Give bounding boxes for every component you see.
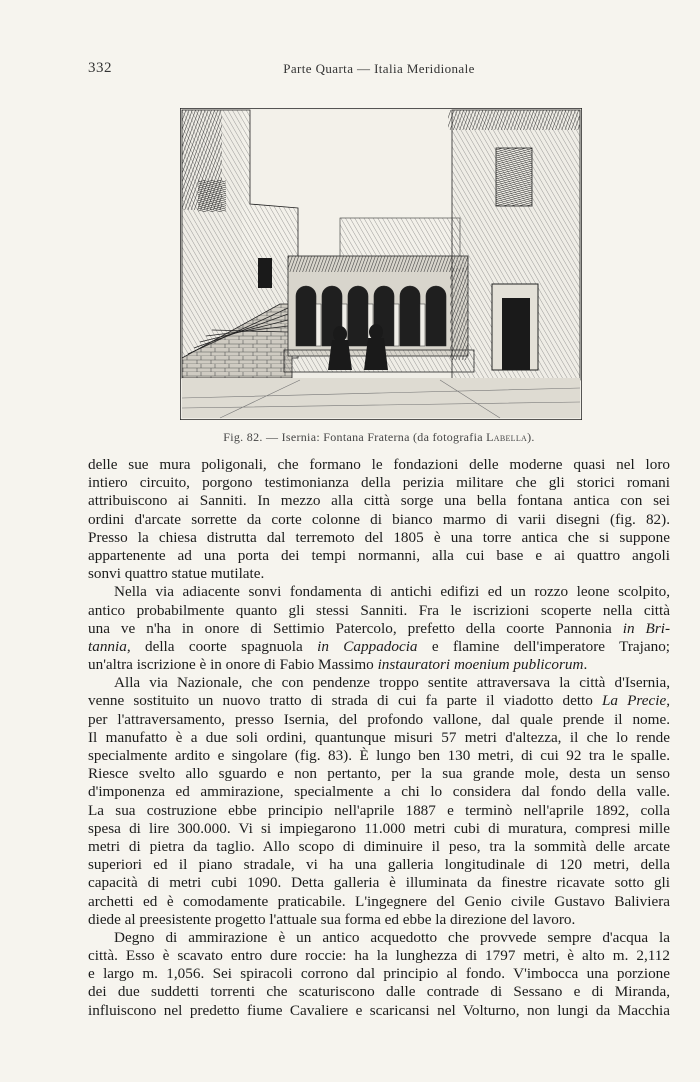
text-line: spesa di lire 300.000. Vi si impiegarono 11.000 metri cubi di muratura, compresi mille bbox=[88, 819, 670, 837]
text-line: Alla via Nazionale, che con pendenze troppo sentite attraversava la città d'Isernia, bbox=[114, 674, 670, 692]
text-run: e flamine dell'imperatore Trajano; bbox=[431, 637, 670, 655]
text-run: una ve n'ha in onore di Settimio Patercolo, prefetto della coorte Pannonia bbox=[88, 619, 612, 637]
text-line: Presso la chiesa distrutta dal terremoto del 1805 è una torre antica che si suppone bbox=[88, 528, 670, 546]
caption-lead: Fig. 82. — Isernia: Fontana Fraterna (da fotografia bbox=[223, 430, 483, 444]
text-line: superiori ed il piano stradale, vi ha una galleria longitudinale di 120 metri, della bbox=[88, 856, 670, 874]
text-line: specialmente ardito e singolare (fig. 83). È lungo ben 130 metri, di cui 92 tra le spalle. bbox=[88, 747, 670, 764]
text-line: sonvi quattro statue mutilate. bbox=[88, 565, 265, 583]
text-line: delle sue mura poligonali, che formano le fondazioni delle moderne quasi nel loro bbox=[88, 456, 670, 473]
text-line: ordini d'arcate sorrette da corte colonne di bianco marmo di varii disegni (fig. 82). bbox=[88, 510, 670, 528]
text-run: un'altra iscrizione è in onore di Fabio Massimo bbox=[88, 656, 374, 674]
text-line: diede al preesistente progetto l'attuale sua forma ed ebbe la direzione del lavoro. bbox=[88, 910, 576, 928]
text-line: d'imponenza ed ammirazione, specialmente a chi lo considera dal fondo della valle. bbox=[88, 783, 670, 801]
page-number: 332 bbox=[88, 60, 112, 76]
text-line: attribuiscono ai Sanniti. In mezzo alla città sorge una bella fontana antica con sei bbox=[88, 492, 670, 510]
text-line: appartenente ad una porta dei tempi normanni, alla cui base e ai quattro angoli bbox=[88, 546, 670, 564]
text-run: , della coorte spagnuola bbox=[126, 637, 303, 655]
italic-run: in Bri- bbox=[622, 619, 670, 637]
text-run: venne sostituito un nuovo tratto di strada di cui fa parte il viadotto detto bbox=[88, 692, 593, 710]
text-line: Riesce svelto allo sguardo e non pertanto, per la sua grande mole, desta un senso bbox=[88, 765, 670, 783]
caption-end: ). bbox=[527, 430, 535, 444]
page-header bbox=[88, 60, 670, 80]
text-run: . bbox=[583, 656, 588, 674]
italic-run: instauratori moenium publicorum bbox=[377, 656, 584, 674]
text-line: città. Esso è scavato entro dure roccie: ha la lunghezza di 1797 metri, è alto m. 2,112 bbox=[88, 947, 670, 965]
text-line: influiscono nel predetto fiume Cavaliere e scaricansi nel Volturno, non lungi da Macchia bbox=[88, 1001, 670, 1019]
text-line-mixed bbox=[88, 620, 670, 638]
italic-run: tannia bbox=[88, 637, 127, 655]
text-line: Il manufatto è a due soli ordini, quantunque misuri 57 metri d'altezza, il che lo rende bbox=[88, 728, 670, 746]
text-line: e largo m. 1,056. Sei spiracoli corrono dal principio al fondo. V'imbocca una porzione bbox=[88, 965, 670, 983]
text-line-mixed bbox=[88, 638, 670, 656]
running-head: Parte Quarta — Italia Meridionale bbox=[283, 61, 475, 76]
figure-caption bbox=[88, 430, 670, 445]
text-run: , bbox=[666, 692, 670, 710]
italic-run: in Cappadocia bbox=[317, 637, 418, 655]
text-line-mixed bbox=[88, 692, 670, 710]
text-line: archetti ed è comodamente praticabile. L'ingegnere del Genio civile Gustavo Baliviera bbox=[88, 892, 670, 910]
text-line: metri di pietra da taglio. Allo scopo di diminuire il peso, tra la sommità delle arcate bbox=[88, 837, 670, 855]
caption-credit: Labella bbox=[486, 430, 528, 444]
text-line: Degno di ammirazione è un antico acquedotto che provvede sempre d'acqua la bbox=[114, 928, 670, 946]
text-line: antico probabilmente quanto gli stessi Sanniti. Fra le iscrizioni scoperte nella città bbox=[88, 601, 670, 619]
body-text bbox=[88, 456, 670, 1020]
text-line: Nella via adiacente sonvi fondamenta di antichi edifizi ed un rozzo leone scolpito, bbox=[114, 583, 670, 601]
text-line: per l'attraversamento, presso Isernia, del profondo vallone, dal quale prende il nome. bbox=[88, 710, 670, 728]
text-line: capacità di metri cubi 1090. Detta galleria è illuminata da finestre ricavate sotto gli bbox=[88, 874, 670, 892]
text-line: dei due suddetti torrenti che scaturiscono dalle contrade di Sessano e di Miranda, bbox=[88, 983, 670, 1001]
text-line: intiero circuito, porgono testimonianza della perizia militare che gli storici romani bbox=[88, 474, 670, 492]
text-line-mixed bbox=[88, 656, 670, 674]
figure-engraving bbox=[180, 108, 582, 420]
fountain-engraving bbox=[180, 108, 582, 420]
text-line: La sua costruzione ebbe principio nell'aprile 1887 e terminò nell'aprile 1892, colla bbox=[88, 801, 670, 819]
italic-run: La Precie bbox=[601, 692, 667, 710]
